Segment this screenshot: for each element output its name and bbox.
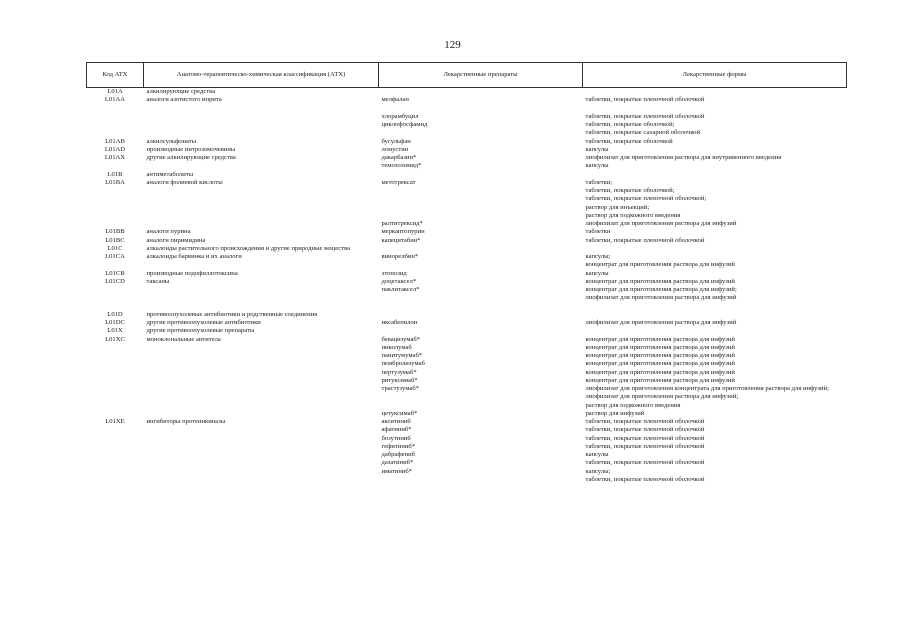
drug-name-cell: мелфалан	[381, 96, 409, 104]
atc-code-cell: L01XE	[105, 418, 125, 425]
dosage-form-line: таблетки;	[585, 178, 613, 186]
dosage-form-line: концентрат для приготовления раствора для инфузий;	[585, 286, 737, 293]
atc-classification-cell	[144, 435, 379, 443]
atc-classification-cell: другие алкилирующие средства	[146, 154, 236, 161]
dosage-forms-cell	[583, 253, 847, 270]
drug-name-cell	[379, 245, 583, 253]
dosage-form-line: капсулы	[585, 269, 609, 277]
dosage-forms-cell	[583, 327, 847, 335]
dosage-form-line: таблетки	[585, 228, 611, 236]
dosage-form-line: раствор для инфузий	[585, 409, 645, 417]
dosage-form-line: таблетки, покрытые пленочной оболочкой	[585, 418, 705, 425]
atc-classification-cell	[144, 385, 379, 410]
drug-name-cell	[379, 171, 583, 179]
drug-name-cell: темозоломид*	[381, 162, 422, 170]
atc-table	[86, 62, 847, 484]
atc-code-cell: L01XC	[105, 335, 125, 343]
drug-name-cell: гефитиниб*	[381, 442, 416, 450]
dosage-form-line: таблетки, покрытые пленочной оболочкой	[585, 112, 705, 120]
drug-name-cell: цетуксимаб*	[381, 409, 418, 417]
atc-classification-cell	[144, 162, 379, 170]
atc-classification-cell: аналоги азотистого иприта	[146, 96, 222, 104]
dosage-forms-cell	[583, 179, 847, 220]
atc-code-cell	[87, 435, 144, 443]
drug-name-cell: циклофосфамид	[381, 121, 428, 128]
table-row	[87, 410, 847, 418]
dosage-forms-cell	[583, 459, 847, 467]
dosage-form-line: таблетки, покрытые пленочной оболочкой	[585, 459, 705, 467]
table-row	[87, 443, 847, 451]
atc-code-cell	[87, 360, 144, 368]
drug-name-cell: иматиниб*	[381, 467, 413, 475]
atc-classification-cell: производные нитрозомочевины	[146, 145, 236, 153]
dosage-form-line: лиофилизат для приготовления раствора для инфузий;	[585, 393, 739, 401]
dosage-forms-cell	[583, 385, 847, 410]
dosage-form-line: капсулы	[585, 451, 609, 458]
atc-code-cell	[87, 426, 144, 434]
table-row	[87, 179, 847, 220]
dosage-forms-cell	[583, 303, 847, 311]
dosage-form-line: капсулы;	[585, 467, 611, 475]
dosage-form-line: капсулы	[585, 162, 609, 170]
dosage-forms-cell	[583, 171, 847, 179]
dosage-forms-cell	[583, 146, 847, 154]
atc-classification-cell	[144, 451, 379, 459]
dosage-forms-cell	[583, 121, 847, 138]
atc-classification-cell	[144, 121, 379, 138]
dosage-form-line: таблетки, покрытые оболочкой;	[585, 187, 675, 194]
dosage-form-line: концентрат для приготовления раствора для инфузий	[585, 360, 735, 368]
dosage-form-line: концентрат для приготовления раствора для инфузий	[585, 335, 735, 343]
dosage-forms-cell	[583, 270, 847, 278]
atc-classification-cell: антиметаболиты	[146, 170, 194, 178]
dosage-form-line: лиофилизат для приготовления концентрата для приготовления раствора для инфузий;	[585, 385, 829, 392]
atc-code-cell	[87, 369, 144, 377]
atc-classification-cell	[144, 377, 379, 385]
dosage-form-line: таблетки, покрытые сахарной оболочкой	[585, 129, 701, 137]
atc-code-cell: L01CA	[105, 253, 125, 260]
drug-name-cell: бевацизумаб*	[381, 335, 421, 343]
dosage-forms-cell	[583, 377, 847, 385]
dosage-form-line	[586, 105, 844, 113]
drug-name-cell	[379, 105, 583, 113]
table-row	[87, 369, 847, 377]
table-row	[87, 154, 847, 162]
dosage-forms-cell	[583, 336, 847, 344]
dosage-forms-cell	[583, 344, 847, 352]
dosage-forms-cell	[583, 154, 847, 162]
table-row	[87, 426, 847, 434]
dosage-forms-cell	[583, 245, 847, 253]
table-row	[87, 385, 847, 410]
drug-name-cell: дабрафениб	[381, 451, 415, 458]
atc-classification-cell: ингибиторы протеинкиназы	[146, 418, 226, 425]
page-number: 129	[444, 39, 461, 51]
table-row	[87, 468, 847, 485]
drug-name-cell: доцетаксел*	[381, 277, 417, 285]
dosage-form-line: таблетки, покрытые пленочной оболочкой	[585, 475, 705, 483]
dosage-form-line	[586, 303, 844, 311]
table-row	[87, 105, 847, 113]
atc-code-cell	[87, 113, 144, 121]
table-row	[87, 146, 847, 154]
table-row	[87, 121, 847, 138]
atc-classification-cell: алкилирующие средства	[146, 88, 216, 95]
drug-name-cell	[379, 303, 583, 311]
atc-classification-cell: таксаны	[146, 277, 170, 285]
dosage-form-line: раствор для подкожного введения	[585, 401, 681, 409]
drug-name-cell: трастузумаб*	[381, 385, 420, 392]
table-row	[87, 336, 847, 344]
dosage-form-line: раствор для подкожного введения	[585, 211, 681, 219]
table-row	[87, 88, 847, 97]
atc-classification-cell	[144, 286, 379, 303]
table-row	[87, 96, 847, 104]
atc-classification-cell	[144, 303, 379, 311]
dosage-form-line: лиофилизат для приготовления раствора для внутривенного введения	[585, 154, 782, 161]
atc-classification-cell	[144, 352, 379, 360]
atc-code-cell	[87, 121, 144, 138]
dosage-forms-cell	[583, 418, 847, 426]
table-row	[87, 253, 847, 270]
drug-name-cell: пертузумаб*	[381, 368, 417, 376]
dosage-forms-cell	[583, 138, 847, 146]
table-row	[87, 237, 847, 245]
atc-classification-cell: аналоги фолиевой кислоты	[146, 178, 223, 186]
dosage-form-line: таблетки, покрытые пленочной оболочкой	[585, 442, 705, 450]
atc-code-cell	[87, 286, 144, 303]
dosage-form-line: концентрат для приготовления раствора для инфузий	[585, 368, 735, 376]
drug-name-cell	[379, 88, 583, 97]
atc-code-cell: L01C	[107, 244, 123, 252]
dosage-forms-cell	[583, 286, 847, 303]
dosage-form-line: концентрат для приготовления раствора для инфузий	[585, 261, 735, 269]
atc-code-cell	[87, 468, 144, 485]
atc-classification-cell	[144, 369, 379, 377]
atc-classification-cell: алкалоиды барвинка и их аналоги	[146, 253, 242, 260]
atc-classification-cell	[144, 468, 379, 485]
table-row	[87, 138, 847, 146]
atc-classification-cell	[144, 410, 379, 418]
dosage-forms-cell	[583, 468, 847, 485]
table-row	[87, 278, 847, 286]
atc-code-cell: L01DC	[105, 319, 125, 326]
dosage-form-line: раствор для инъекций;	[585, 203, 650, 211]
atc-classification-cell	[144, 220, 379, 228]
header-atc-classification: Анатомо-терапевтическо-химическая классификация (АТХ)	[144, 63, 379, 88]
dosage-form-line: концентрат для приготовления раствора для инфузий	[585, 376, 735, 384]
table-row	[87, 311, 847, 319]
dosage-forms-cell	[583, 352, 847, 360]
atc-code-cell	[87, 220, 144, 228]
dosage-forms-cell	[583, 88, 847, 97]
atc-code-cell: L01D	[107, 310, 123, 318]
drug-name-cell: метотрексат	[381, 178, 416, 186]
drug-name-cell: пембролизумаб	[381, 360, 425, 368]
table-row	[87, 451, 847, 459]
atc-code-cell: L01AX	[104, 154, 126, 161]
drug-name-cell: ритуксимаб*	[381, 376, 418, 384]
dosage-form-line: таблетки, покрытые пленочной оболочкой	[585, 96, 705, 104]
atc-classification-cell	[144, 426, 379, 434]
dosage-forms-cell	[583, 369, 847, 377]
atc-classification-cell: аналоги пурина	[146, 228, 191, 236]
table-row	[87, 327, 847, 335]
drug-name-cell: бусульфан	[381, 137, 411, 145]
drug-name-cell: ралтитрексид*	[381, 220, 423, 227]
drug-name-cell: акситиниб	[381, 418, 411, 425]
header-dosage-forms: Лекарственные формы	[583, 63, 847, 88]
dosage-forms-cell	[583, 220, 847, 228]
dosage-forms-cell	[583, 113, 847, 121]
atc-code-cell	[87, 377, 144, 385]
atc-classification-cell: производные подофиллотоксина	[146, 269, 238, 277]
table-row	[87, 418, 847, 426]
dosage-form-line: таблетки, покрытые пленочной оболочкой	[585, 426, 705, 434]
dosage-form-line: концентрат для приготовления раствора для инфузий	[585, 352, 735, 359]
header-drugs: Лекарственные препараты	[379, 63, 583, 88]
dosage-forms-cell	[583, 451, 847, 459]
dosage-form-line: концентрат для приготовления раствора для инфузий	[585, 343, 735, 351]
atc-classification-cell	[144, 344, 379, 352]
dosage-form-line: концентрат для приготовления раствора для инфузий	[585, 277, 735, 285]
atc-classification-cell: противоопухолевые антибиотики и родственные соединения	[146, 310, 318, 318]
drug-name-cell: этопозид	[381, 269, 407, 277]
table-row	[87, 435, 847, 443]
dosage-form-line: таблетки, покрытые пленочной оболочкой;	[585, 195, 707, 203]
atc-code-cell	[87, 303, 144, 311]
dosage-forms-cell	[583, 426, 847, 434]
dosage-form-line: лиофилизат для приготовления раствора для инфузий	[585, 319, 737, 326]
table-row	[87, 377, 847, 385]
atc-code-cell	[87, 410, 144, 418]
atc-code-cell	[87, 105, 144, 113]
drug-name-cell	[379, 327, 583, 335]
dosage-forms-cell	[583, 237, 847, 245]
table-row	[87, 171, 847, 179]
table-row	[87, 245, 847, 253]
drug-name-cell: меркаптопурин	[381, 228, 425, 236]
table-row	[87, 303, 847, 311]
atc-code-cell: L01X	[107, 327, 123, 335]
atc-classification-cell: алкалоиды растительного происхождения и другие природные вещества	[146, 244, 351, 252]
drug-name-cell: капецитабин*	[381, 236, 421, 244]
dosage-form-line: таблетки, покрытые пленочной оболочкой	[585, 434, 705, 442]
drug-name-cell: дакарбазин*	[381, 154, 417, 161]
atc-code-cell: L01CD	[105, 277, 125, 285]
dosage-forms-cell	[583, 360, 847, 368]
atc-code-cell: L01AB	[105, 137, 125, 145]
atc-classification-cell: аналоги пиримидина	[146, 236, 206, 244]
table-row	[87, 352, 847, 360]
drug-name-cell: дазатиниб*	[381, 459, 414, 467]
atc-code-cell	[87, 352, 144, 360]
dosage-forms-cell	[583, 311, 847, 319]
table-row	[87, 162, 847, 170]
drug-name-cell: ломустин	[381, 145, 409, 153]
atc-code-cell	[87, 459, 144, 467]
atc-classification-cell: другие противоопухолевые антибиотики	[146, 319, 261, 326]
table-row	[87, 459, 847, 467]
dosage-forms-cell	[583, 278, 847, 286]
table-row	[87, 344, 847, 352]
atc-code-cell: L01AA	[104, 96, 126, 104]
dosage-form-line: капсулы;	[585, 253, 611, 260]
dosage-form-line: таблетки, покрытые оболочкой;	[585, 121, 675, 128]
dosage-forms-cell	[583, 410, 847, 418]
drug-name-cell: иксабепилон	[381, 319, 418, 326]
dosage-form-line: капсулы	[585, 145, 609, 153]
dosage-forms-cell	[583, 105, 847, 113]
atc-code-cell: L01BB	[105, 228, 125, 236]
drug-name-cell: бозутиниб	[381, 434, 411, 442]
dosage-forms-cell	[583, 443, 847, 451]
drug-name-cell	[379, 311, 583, 319]
atc-classification-cell	[144, 113, 379, 121]
table-row	[87, 360, 847, 368]
dosage-forms-cell	[583, 319, 847, 327]
header-atc-code: Код АТХ	[87, 63, 144, 88]
atc-classification-cell	[144, 459, 379, 467]
atc-code-cell: L01AD	[104, 145, 126, 153]
table-row	[87, 319, 847, 327]
atc-classification-cell	[144, 443, 379, 451]
drug-name-cell: ниволумаб	[381, 343, 412, 351]
atc-code-cell: L01BA	[105, 178, 125, 186]
drug-name-cell: хлорамбуцил	[381, 112, 419, 120]
dosage-form-line: таблетки, покрытые оболочкой	[585, 137, 673, 145]
dosage-forms-cell	[583, 96, 847, 104]
atc-code-cell	[87, 443, 144, 451]
dosage-forms-cell	[583, 162, 847, 170]
drug-name-cell: винорелбин*	[381, 253, 419, 260]
dosage-forms-cell	[583, 435, 847, 443]
atc-code-cell: L01A	[107, 88, 123, 95]
dosage-form-line: лиофилизат для приготовления раствора для инфузий	[585, 294, 737, 302]
drug-name-cell: афатиниб*	[381, 426, 412, 434]
atc-classification-cell: моноклональные антитела	[146, 335, 221, 343]
atc-classification-cell: алкилсульфонаты	[146, 137, 197, 145]
atc-code-cell: L01BC	[105, 236, 125, 244]
table-row	[87, 270, 847, 278]
dosage-forms-cell	[583, 228, 847, 236]
table-header	[87, 63, 847, 88]
atc-classification-cell	[144, 360, 379, 368]
drug-name-cell: паклитаксел*	[381, 286, 420, 293]
table-row	[87, 220, 847, 228]
table-body	[87, 88, 847, 485]
atc-classification-cell	[144, 105, 379, 113]
atc-code-cell	[87, 385, 144, 410]
drug-name-cell: панитумумаб*	[381, 352, 423, 359]
atc-code-cell	[87, 344, 144, 352]
atc-code-cell: L01B	[107, 170, 123, 178]
dosage-form-line: лиофилизат для приготовления раствора для инфузий	[585, 220, 737, 227]
atc-code-cell	[87, 451, 144, 459]
atc-code-cell: L01CB	[105, 269, 125, 277]
dosage-form-line: таблетки, покрытые пленочной оболочкой	[585, 236, 705, 244]
table-row	[87, 113, 847, 121]
table-row	[87, 286, 847, 303]
table-row	[87, 228, 847, 236]
atc-code-cell	[87, 162, 144, 170]
atc-classification-cell: другие противоопухолевые препараты	[146, 327, 255, 335]
